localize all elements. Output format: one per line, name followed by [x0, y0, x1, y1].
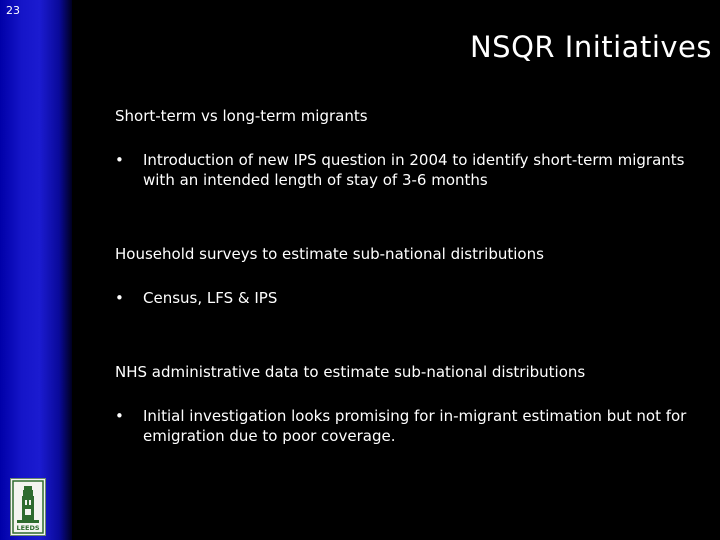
bullet-text: Introduction of new IPS question in 2004 to identify short-term migrants with an intended length of stay of 3-6 months	[143, 151, 685, 189]
section-heading: Household surveys to estimate sub-national distributions	[115, 245, 544, 263]
list-item	[115, 406, 695, 446]
bullet-text: Census, LFS & IPS	[143, 289, 278, 307]
logo-wordmark: LEEDS	[16, 524, 40, 532]
section-nhs-administrative-data	[115, 362, 695, 446]
slide-title: NSQR Initiatives	[469, 30, 712, 64]
bullet-icon: •	[115, 407, 124, 425]
bullet-icon: •	[115, 289, 124, 307]
slide-number: 23	[6, 4, 20, 17]
university-tower-icon	[11, 479, 45, 535]
bullet-text: Initial investigation looks promising for in-migrant estimation but not for emigration due to poor coverage.	[143, 407, 687, 445]
section-heading: NHS administrative data to estimate sub-national distributions	[115, 363, 586, 381]
bullet-icon: •	[115, 151, 124, 169]
section-short-term-migrants	[115, 106, 695, 190]
sidebar-band	[0, 0, 72, 540]
section-household-surveys	[115, 244, 695, 308]
slide-content	[115, 106, 695, 446]
list-item	[115, 288, 695, 308]
list-item	[115, 150, 695, 190]
section-heading: Short-term vs long-term migrants	[115, 107, 368, 125]
leeds-logo	[10, 478, 46, 536]
